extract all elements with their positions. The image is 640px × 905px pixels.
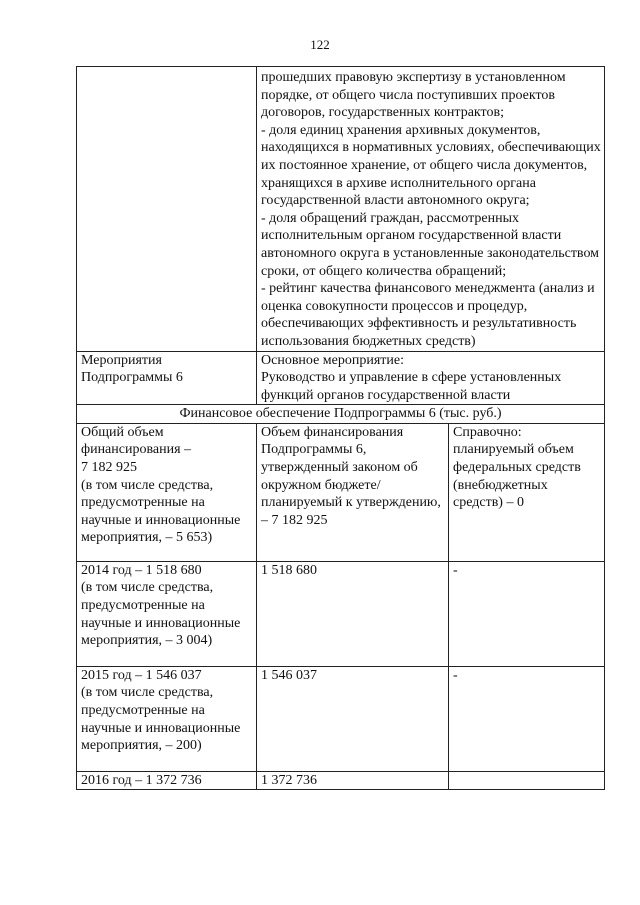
funding-amount-cell: 1 518 680 bbox=[257, 561, 449, 666]
indicators-row bbox=[77, 67, 605, 352]
table-row bbox=[77, 423, 605, 561]
funding-federal-cell: - bbox=[449, 561, 605, 666]
funding-federal-cell bbox=[449, 771, 605, 790]
funding-heading: Финансовое обеспечение Подпрограммы 6 (тыс. руб.) bbox=[77, 405, 605, 424]
measures-label: Мероприятия Подпрограммы 6 bbox=[77, 351, 257, 405]
table-row bbox=[77, 666, 605, 771]
funding-amount-cell: 1 372 736 bbox=[257, 771, 449, 790]
funding-year-cell: 2015 год – 1 546 037 (в том числе средства, предусмотренные на научные и инновационные мероприятия, – 200) bbox=[77, 666, 257, 771]
measures-row bbox=[77, 351, 605, 405]
funding-total-cell: Общий объем финансирования – 7 182 925 (в том числе средства, предусмотренные на научные и инновационные мероприятия, – 5 653) bbox=[77, 423, 257, 561]
measures-text: Основное мероприятие: Руководство и управление в сфере установленных функций органов государственной власти bbox=[257, 351, 605, 405]
funding-approved-cell: Объем финансирования Подпрограммы 6, утвержденный законом об окружном бюджете/ планируемый к утверждению, – 7 182 925 bbox=[257, 423, 449, 561]
indicators-label-cell bbox=[77, 67, 257, 352]
page-number: 122 bbox=[310, 37, 330, 52]
funding-year-cell: 2016 год – 1 372 736 bbox=[77, 771, 257, 790]
table-row bbox=[77, 771, 605, 790]
indicators-text: прошедших правовую экспертизу в установленном порядке, от общего числа поступивших проектов договоров, государственных контрактов; - доля единиц хранения архивных документов, находящихся в нормативных условиях, обеспечивающих их постоянное хранение, от общего числа документов, хранящихся в архиве исполнительного органа государственной власти автономного округа; - доля обращений граждан, рассмотренных исполнительным органом государственной власти автономного округа в установленные законодательством сроки, от общего количества обращений; - рейтинг качества финансового менеджмента (анализ и оценка совокупности процессов и процедур, обеспечивающих эффективность и результативность использования бюджетных средств) bbox=[257, 67, 605, 352]
funding-year-cell: 2014 год – 1 518 680 (в том числе средства, предусмотренные на научные и инновационные мероприятия, – 3 004) bbox=[77, 561, 257, 666]
funding-federal-cell: - bbox=[449, 666, 605, 771]
program-table bbox=[76, 66, 605, 790]
table-row bbox=[77, 561, 605, 666]
funding-amount-cell: 1 546 037 bbox=[257, 666, 449, 771]
funding-federal-cell: Справочно: планируемый объем федеральных средств (внебюджетных средств) – 0 bbox=[449, 423, 605, 561]
funding-heading-row bbox=[77, 405, 605, 424]
